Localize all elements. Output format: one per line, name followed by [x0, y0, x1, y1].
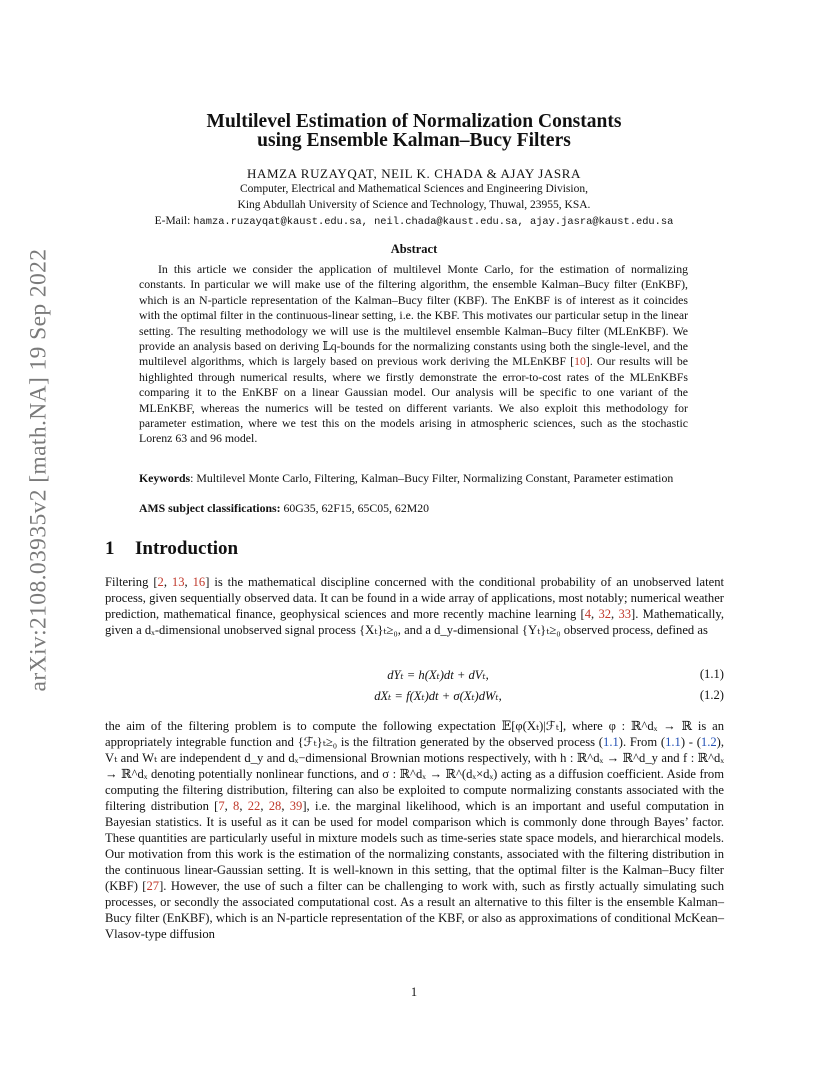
citation-link[interactable]: 2 — [157, 575, 164, 589]
intro-text: ), Vₜ and Wₜ are independent d_y and dₓ−dimensional Brownian motions respectively, with h : ℝ^dₓ → ℝ^d_y and f : ℝ^dₓ → ℝ^dₓ denoting potentially nonlinear functions, and σ : ℝ^dₓ → ℝ^(dₓ×dₓ) acting as a diffusion coefficient. Aside from computing the filtering distribution, filtering can also be exploited to compute normalizing constants associated with the filtering distribution [ — [105, 735, 725, 813]
keywords-block — [139, 471, 688, 486]
affiliation-line-2: King Abdullah University of Science and Technology, Thuwal, 23955, KSA. — [237, 199, 591, 211]
equation-number: (1.1) — [699, 667, 724, 681]
abstract-text-part-1: In this article we consider the application of multilevel Monte Carlo, for the estimation of normalizing constants. In particular we will make use of the filtering algorithm, the ensemble Kalman–Bucy filter (EnKBF), which is an N-particle representation of the Kalman–Bucy filter (KBF). The EnKBF is of interest as it coincides with the optimal filter in the continuous-linear setting, i.e. the KBF. This motivates our particular setup in the linear setting. The resulting methodology we will use is the multilevel ensemble Kalman–Bucy filter (MLEnKBF). We provide an analysis based on deriving 𝕃q-bounds for the normalizing constants using both the single-level, and the multilevel algorithms, which is largely based on previous work deriving the MLEnKBF [ — [139, 262, 688, 369]
page-number: 1 — [410, 985, 418, 999]
equation-expression: dXₜ = f(Xₜ)dt + σ(Xₜ)dWₜ, — [374, 689, 502, 703]
citation-separator: , — [281, 799, 290, 813]
intro-text: ]. Mathematically, given a dₓ-dimensional unobserved signal process {Xₜ}ₜ≥₀, and a d_y-dimensional {Yₜ}ₜ≥₀ observed process, defined as — [105, 607, 725, 637]
arxiv-sidebar-stamp — [24, 248, 54, 692]
arxiv-id-text: arXiv:2108.03935v2 [math.NA] 19 Sep 2022 — [25, 248, 52, 692]
intro-text: Filtering [ — [105, 575, 158, 589]
intro-text: ], i.e. the marginal likelihood, which is an important and useful computation in Bayesian statistics. It is useful as it can be used for model comparison which is commonly done through Bayes’ factor. These quantities are particularly useful in mixture models such as time-series state space models, and hierarchical models. Our motivation from this work is the estimation of the normalizing constants, associated with the filtering distribution in the continuous linear-Gaussian setting. It is well-known in this setting, that the optimal filter is the Kalman–Bucy filter (KBF) [ — [105, 799, 725, 893]
citation-link[interactable]: 4 — [584, 607, 592, 621]
citation-link[interactable]: 27 — [146, 879, 160, 893]
ams-codes: 60G35, 62F15, 65C05, 62M20 — [280, 501, 430, 515]
email-addresses[interactable]: hamza.ruzayqat@kaust.edu.sa, neil.chada@kaust.edu.sa, ajay.jasra@kaust.edu.sa — [193, 216, 674, 228]
equation-ref-link[interactable]: 1.1 — [665, 735, 681, 749]
citation-link[interactable]: 33 — [618, 607, 632, 621]
paper-title — [0, 112, 828, 150]
citation-link[interactable]: 39 — [289, 799, 303, 813]
intro-text: ] is the mathematical discipline concerned with the conditional probability of an unobserved latent process, given sequentially observed data. It can be found in a wide array of applications, most notably; numerical weather prediction, mathematical finance, geophysical sciences and more recently machine learning [ — [105, 575, 724, 621]
affiliation-line-1: Computer, Electrical and Mathematical Sciences and Engineering Division, — [240, 183, 588, 195]
ams-classifications — [139, 501, 688, 516]
citation-separator: , — [260, 799, 269, 813]
citation-link[interactable]: 8 — [233, 799, 240, 813]
title-line-2: using Ensemble Kalman–Bucy Filters — [257, 130, 571, 151]
citation-separator: , — [591, 607, 599, 621]
ams-label: AMS subject classifications: — [139, 501, 281, 515]
intro-text: ) - ( — [680, 735, 701, 749]
citation-separator: , — [163, 575, 172, 589]
equation-1-1 — [105, 667, 724, 685]
citation-link[interactable]: 22 — [247, 799, 261, 813]
citation-separator: , — [611, 607, 619, 621]
citation-separator: , — [239, 799, 248, 813]
abstract-text-part-2: ]. Our results will be highlighted through numerical results, where we firstly demonstrate the error-to-cost rates of the MLEnKBFs comparing it to the EnKBF on a linear Gaussian model. Our analysis will be specific to one variant of the MLEnKBF, whereas the numerics will be tested on different variants. We also exploit this methodology for parameter estimation, where we test this on the models arising in atmospheric sciences, such as the stochastic Lorenz 63 and 96 model. — [139, 354, 688, 446]
section-heading — [105, 538, 238, 560]
citation-link[interactable]: 28 — [268, 799, 282, 813]
equation-1-2 — [105, 688, 724, 706]
section-title: Introduction — [135, 538, 239, 559]
intro-text: ). From ( — [618, 735, 666, 749]
equation-expression: dYₜ = h(Xₜ)dt + dVₜ, — [387, 668, 489, 682]
citation-link[interactable]: 16 — [192, 575, 206, 589]
section-number: 1 — [105, 538, 115, 559]
equation-ref-link[interactable]: 1.2 — [700, 735, 717, 749]
citation-separator: , — [224, 799, 234, 813]
abstract-text — [139, 262, 688, 447]
citation-link[interactable]: 13 — [171, 575, 185, 589]
keywords-text: : Multilevel Monte Carlo, Filtering, Kalman–Bucy Filter, Normalizing Constant, Parameter estimation — [190, 471, 674, 485]
citation-link[interactable]: 32 — [598, 607, 612, 621]
citation-separator: , — [184, 575, 193, 589]
citation-link[interactable]: 7 — [218, 799, 225, 813]
title-line-1: Multilevel Estimation of Normalization Constants — [206, 111, 622, 132]
author-list: HAMZA RUZAYQAT, NEIL K. CHADA & AJAY JASRA — [247, 166, 581, 181]
equation-number: (1.2) — [699, 688, 724, 702]
intro-text: the aim of the filtering problem is to compute the following expectation 𝔼[φ(Xₜ)|ℱₜ], where φ : ℝ^dₓ → ℝ is an appropriately integrable function and {ℱₜ}ₜ≥₀ is the filtration generated by the observed process ( — [105, 719, 724, 749]
keywords-label: Keywords — [139, 471, 191, 485]
email-line — [0, 215, 828, 228]
citation-link[interactable]: 10 — [574, 354, 586, 369]
intro-paragraph-2 — [105, 718, 724, 942]
intro-paragraph-1 — [105, 574, 724, 638]
intro-text: ]. However, the use of such a filter can be challenging to work with, such as firstly actually simulating such processes, or secondly the associated computational cost. As a result an alternative to this filter is the ensemble Kalman–Bucy filter (EnKBF), which is an N-particle representation of the KBF, or also as approximations of conditional McKean–Vlasov-type diffusion — [105, 879, 724, 941]
email-label: E-Mail: — [154, 215, 191, 227]
abstract-heading: Abstract — [390, 242, 438, 256]
equation-ref-link[interactable]: 1.1 — [603, 735, 619, 749]
